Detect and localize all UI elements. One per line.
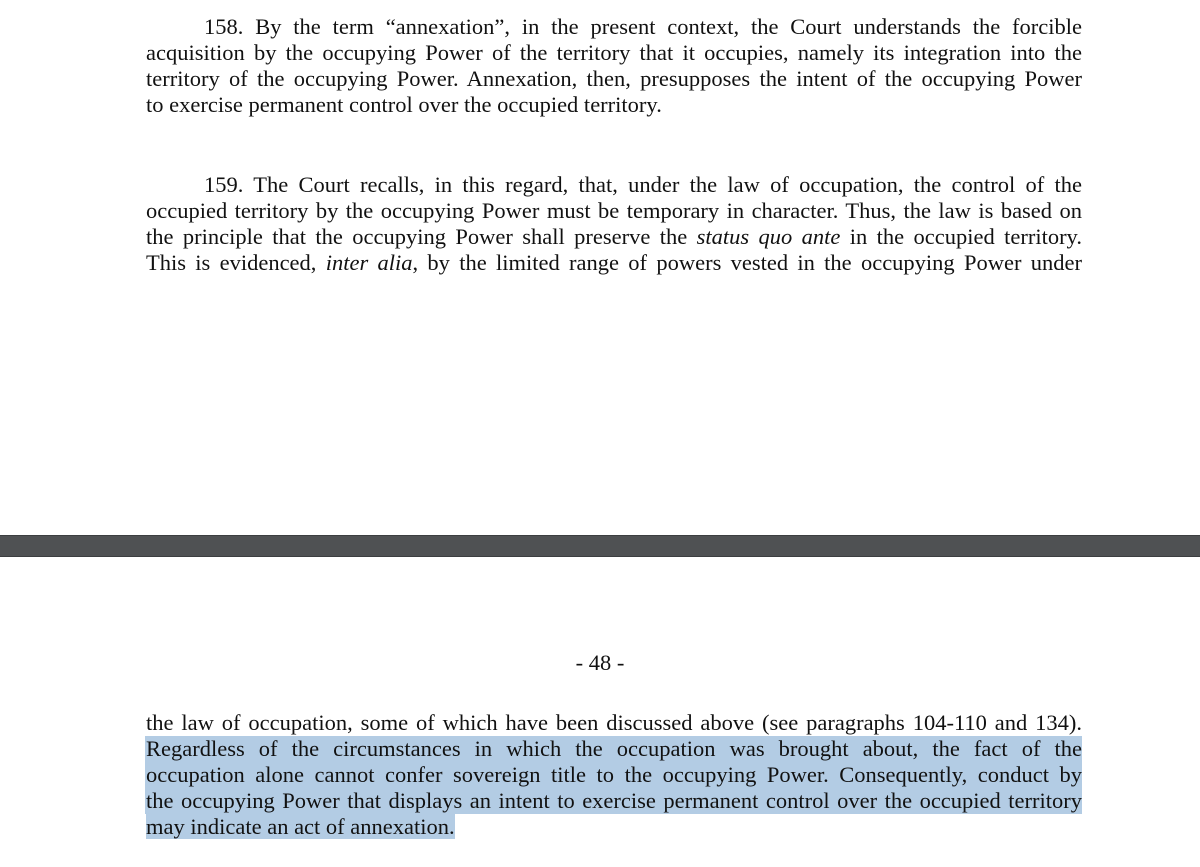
paragraph-line: the principle that the occupying Power shall preserve the status quo ante in the occupied territory. [146, 224, 1082, 249]
paragraph-line: occupied territory by the occupying Power must be temporary in character. Thus, the law is based on [146, 198, 1082, 223]
highlighted-line[interactable]: Regardless of the circumstances in which the occupation was brought about, the fact of the [146, 736, 1082, 761]
paragraph-line: the law of occupation, some of which have been discussed above (see paragraphs 104-110 and 134). [146, 710, 1082, 735]
paragraph-159 [146, 172, 1082, 276]
paragraph-158 [146, 14, 1082, 118]
paragraph-line: This is evidenced, inter alia, by the limited range of powers vested in the occupying Power under [146, 250, 1082, 275]
paragraph-159-continuation[interactable] [146, 710, 1082, 840]
highlighted-line-last[interactable]: may indicate an act of annexation. [146, 814, 455, 839]
paragraph-line: acquisition by the occupying Power of the territory that it occupies, namely its integration into the [146, 40, 1082, 65]
italic-term-inter-alia: inter alia [325, 250, 413, 275]
paragraph-line: to exercise permanent control over the occupied territory. [146, 92, 662, 117]
highlighted-line[interactable]: the occupying Power that displays an intent to exercise permanent control over the occupied territory [146, 788, 1082, 813]
paragraph-line: territory of the occupying Power. Annexation, then, presupposes the intent of the occupying Power [146, 66, 1082, 91]
highlighted-line[interactable]: occupation alone cannot confer sovereign title to the occupying Power. Consequently, conduct by [146, 762, 1082, 787]
page-separator [0, 535, 1200, 557]
page-number: - 48 - [575, 650, 625, 675]
paragraph-line: 159. The Court recalls, in this regard, that, under the law of occupation, the control of the [204, 172, 1082, 197]
italic-term-status-quo-ante: status quo ante [696, 224, 841, 249]
paragraph-line: 158. By the term “annexation”, in the present context, the Court understands the forcible [204, 14, 1082, 39]
